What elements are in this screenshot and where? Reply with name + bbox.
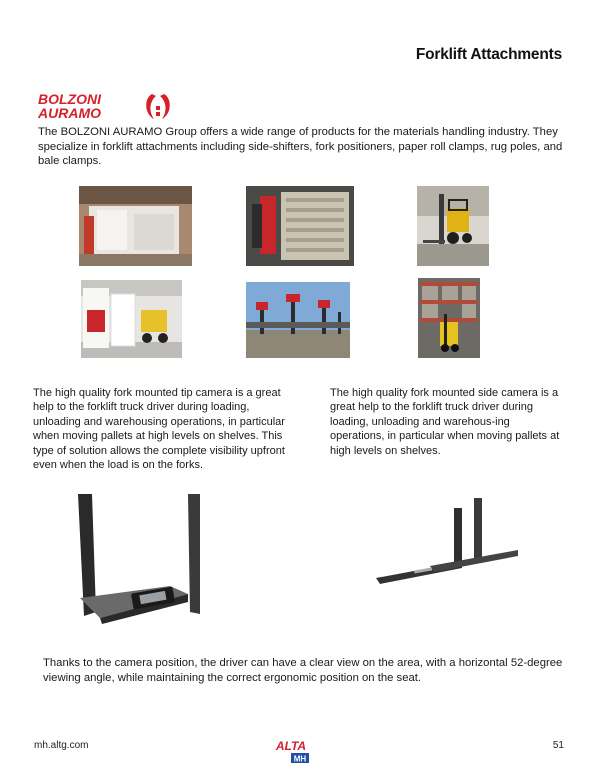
- paper-roll-forklift-photo: [81, 280, 182, 358]
- intro-paragraph: The BOLZONI AURAMO Group offers a wide range of products for the materials handling industry. They specialize in forklift attachments including side-shifters, fork positioners, paper roll clamps, rug poles, and bale clamps.: [38, 126, 563, 168]
- paper-roll-clamp-photo: [79, 186, 192, 266]
- tip-camera-photo: [70, 494, 202, 626]
- logo-mark-icon: [146, 94, 170, 119]
- bolzoni-auramo-logo: [38, 91, 178, 121]
- page-title: Forklift Attachments: [415, 46, 562, 63]
- side-camera-description: The high quality fork mounted side camera is a great help to the forklift truck driver during loading, unloading and warehous-ing operations, in particular when moving pallets at high levels on shelves.: [330, 387, 560, 457]
- tip-camera-description: The high quality fork mounted tip camera is a great help to the forklift truck driver during loading, unloading and warehousing operations, in particular when moving pallets at high levels on shelves. This type of solution allows the complete visibility upfront even when the load is on the forks.: [33, 387, 285, 472]
- footer-url[interactable]: mh.altg.com: [34, 740, 89, 751]
- forklift-warehouse-photo: [417, 186, 489, 266]
- mh-logo-text: MH: [293, 754, 307, 764]
- page-number: 51: [552, 740, 564, 751]
- logo-line1: BOLZONI: [38, 91, 101, 107]
- side-camera-photo: [370, 494, 520, 594]
- alta-mh-logo: [271, 738, 311, 766]
- bale-clamp-photo: [246, 186, 354, 266]
- alta-logo-text: ALTA: [275, 739, 307, 753]
- logo-line2: AURAMO: [38, 105, 101, 121]
- high-rack-forklift-photo: [418, 278, 480, 358]
- rug-poles-outdoor-photo: [246, 282, 350, 358]
- camera-caption: Thanks to the camera position, the driver can have a clear view on the area, with a horizontal 52-degree viewing angle, while maintaining the correct ergonomic position on the seat.: [43, 657, 563, 684]
